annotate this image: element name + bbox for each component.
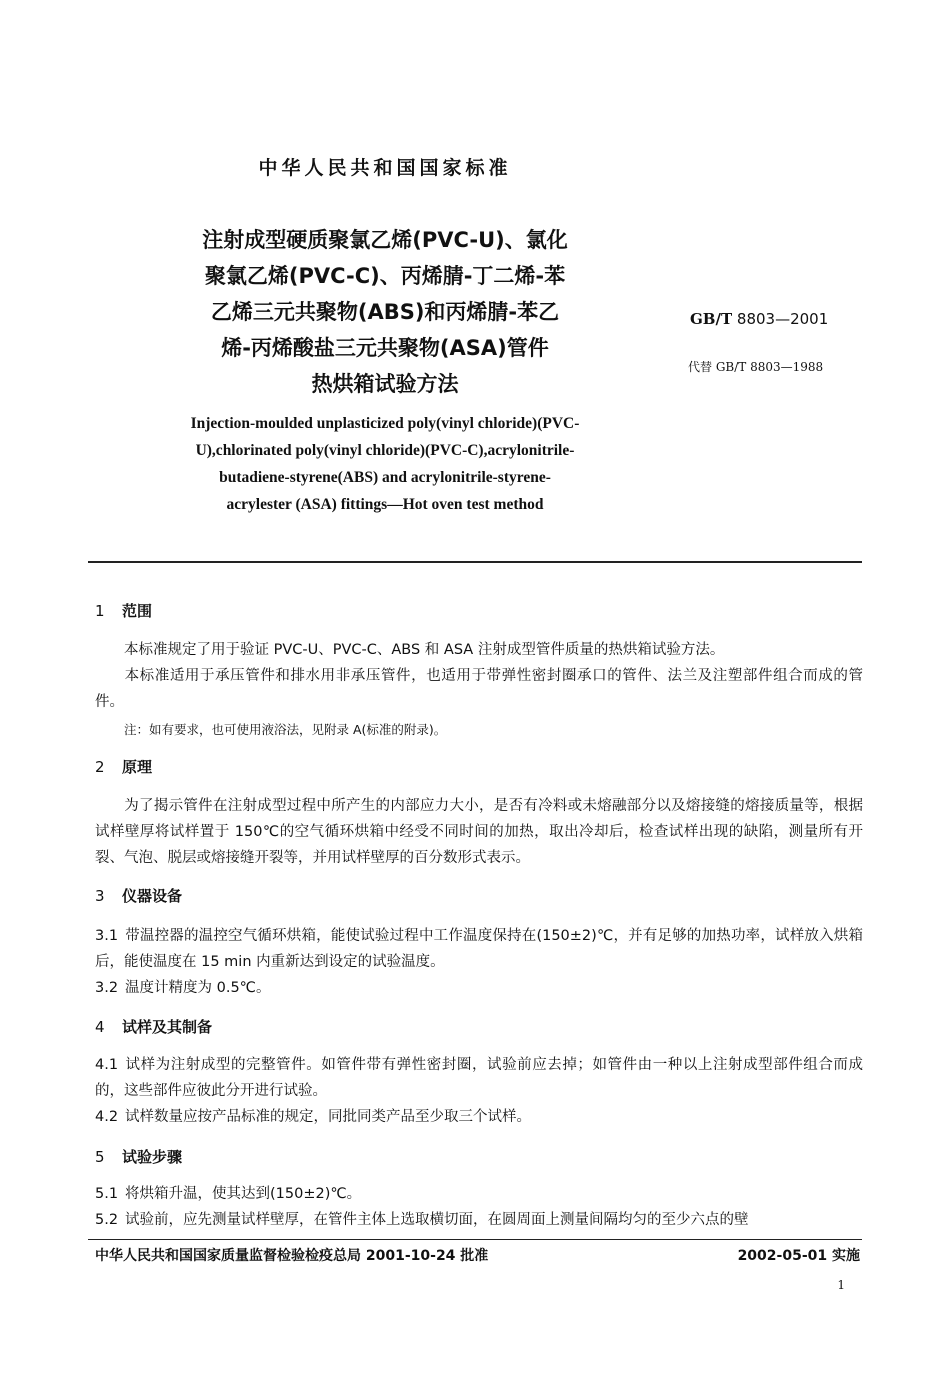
section-title: 仪器设备 [122, 887, 183, 905]
clause [95, 1207, 863, 1233]
section-3-heading [95, 885, 182, 906]
page-number: 1 [837, 1278, 845, 1292]
header-divider [88, 561, 862, 563]
title-line: 乙烯三元共聚物(ABS)和丙烯腈-苯乙 [210, 300, 560, 324]
implementation-date: 2002-05-01 实施 [737, 1248, 860, 1264]
section-4-heading [95, 1016, 212, 1037]
clause-number: 4.1 [95, 1057, 119, 1073]
standard-code [690, 310, 828, 328]
clause-text: 试验前，应先测量试样壁厚，在管件主体上选取横切面，在圆周面上测量间隔均匀的至少六点的壁 [125, 1212, 749, 1228]
clause-number: 5.2 [95, 1212, 119, 1228]
clause [95, 975, 863, 1001]
paragraph-text: 本标准规定了用于验证 PVC-U、PVC-C、ABS 和 ASA 注射成型管件质量的热烘箱试验方法。 [124, 642, 725, 658]
clause-number: 4.2 [95, 1109, 119, 1125]
clause-number: 3.1 [95, 928, 119, 944]
section-title: 范围 [122, 602, 153, 620]
section-number: 1 [95, 602, 105, 620]
english-title-line: U),chlorinated poly(vinyl chloride)(PVC-C),acrylonitrile- [195, 442, 575, 459]
paragraph-text: 本标准适用于承压管件和排水用非承压管件，也适用于带弹性密封圈承口的管件、法兰及注塑部件组合而成的管件。 [95, 668, 863, 710]
clause-text: 试样为注射成型的完整管件。如管件带有弹性密封圈，试验前应去掉；如管件由一种以上注射成型部件组合而成的，这些部件应彼此分开进行试验。 [95, 1057, 863, 1099]
clause-text: 带温控器的温控空气循环烘箱，能使试验过程中工作温度保持在(150±2)℃，并有足够的加热功率，试样放入烘箱后，能使温度在 15 min 内重新达到设定的试验温度。 [95, 928, 863, 970]
standard-name: 中华人民共和国国家标准 [258, 157, 512, 179]
clause-text: 将烘箱升温，使其达到(150±2)℃。 [125, 1186, 362, 1202]
section-title: 试样及其制备 [122, 1018, 213, 1036]
section-2-heading [95, 756, 152, 777]
title-line: 热烘箱试验方法 [311, 372, 459, 396]
paragraph [95, 793, 863, 871]
section-number: 2 [95, 758, 105, 776]
clause [95, 1181, 863, 1207]
paragraph-text: 为了揭示管件在注射成型过程中所产生的内部应力大小，是否有冷料或未熔融部分以及熔接缝的熔接质量等，根据试样壁厚将试样置于 150℃的空气循环烘箱中经受不同时间的加热，取出冷却后，检查试样出现的缺陷，测量所有开裂、气泡、脱层或熔接缝开裂等，并用试样壁厚的百分数形式表示。 [95, 798, 863, 866]
standard-code-prefix: GB/T [690, 310, 733, 328]
section-number: 4 [95, 1018, 105, 1036]
clause-text: 温度计精度为 0.5℃。 [125, 980, 271, 996]
note: 注：如有要求，也可使用液浴法，见附录 A(标准的附录)。 [124, 722, 447, 737]
section-title: 原理 [122, 758, 153, 776]
paragraph [95, 637, 863, 663]
replaces-standard: 代替 GB/T 8803—1988 [688, 360, 824, 374]
section-number: 3 [95, 887, 105, 905]
title-line: 注射成型硬质聚氯乙烯(PVC-U)、氯化 [202, 228, 568, 252]
clause [95, 923, 863, 975]
standard-code-number: 8803—2001 [736, 310, 829, 328]
section-5-heading [95, 1146, 182, 1167]
clause-text: 试样数量应按产品标准的规定，同批同类产品至少取三个试样。 [125, 1109, 531, 1125]
issue-statement: 中华人民共和国国家质量监督检验检疫总局 2001-10-24 批准 [95, 1248, 489, 1264]
document-title [150, 222, 620, 402]
title-line: 烯-丙烯酸盐三元共聚物(ASA)管件 [221, 336, 549, 360]
english-title-line: butadiene-styrene(ABS) and acrylonitrile-styrene- [219, 469, 551, 486]
section-title: 试验步骤 [122, 1148, 183, 1166]
title-line: 聚氯乙烯(PVC-C)、丙烯腈-丁二烯-苯 [204, 264, 566, 288]
english-title [135, 410, 635, 518]
footer-divider [88, 1239, 862, 1240]
clause-number: 3.2 [95, 980, 119, 996]
section-1-heading [95, 600, 152, 621]
clause-number: 5.1 [95, 1186, 119, 1202]
section-number: 5 [95, 1148, 105, 1166]
english-title-line: Injection-moulded unplasticized poly(vinyl chloride)(PVC- [190, 415, 580, 432]
clause [95, 1104, 863, 1130]
english-title-line: acrylester (ASA) fittings—Hot oven test method [226, 496, 544, 513]
paragraph [95, 663, 863, 715]
clause [95, 1052, 863, 1104]
